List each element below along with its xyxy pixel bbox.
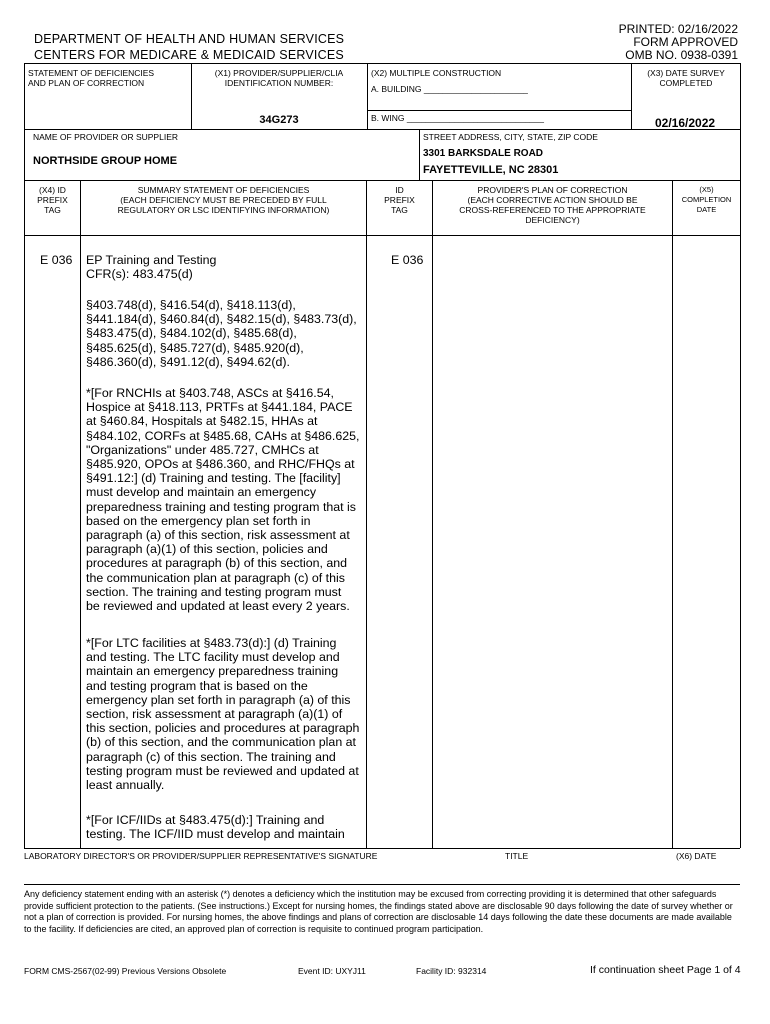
facility-id: Facility ID: 932314 [416,966,487,976]
col-id-header: ID PREFIX TAG [384,185,415,215]
tag-prefix-left: E 036 [40,253,73,267]
paragraph-rnchi: *[For RNCHIs at §403.748, ASCs at §416.54, Hospice at §418.113, PRTFs at §441.184, PACE at §460.84, Hospitals at §482.15, HHAs at §484.102, CORFs at §485.68, CAHs at §486.625, "Organizations" under 485.727, CMHCs at §485.920, OPOs at §486.360, and RHC/FHQs at §491.12:] (d) Training and testing. The [facility] must develop and maintain an emergency preparedness training and testing program that is based on the emergency plan set forth in paragraph (a) of this section, risk assessment at paragraph (a)(1) of this section, policies and procedures at paragraph (b) of this section, and the communication plan at paragraph (c) of this section. The training and testing program must be reviewed and updated at least every 2 years. [86,386,360,614]
form-number: FORM CMS-2567(02-99) Previous Versions Obsolete [24,966,227,976]
paragraph-ltc: *[For LTC facilities at §483.73(d):] (d) Training and testing. The LTC facility must develop and maintain an emergency preparedness training and testing program that is based on the emergency plan set forth in paragraph (a) of this section, risk assessment at paragraph (a)(1) of this section, policies and procedures at paragraph (b) of this section, and the communication plan at paragraph (c) of this section. The training and testing program must be reviewed and updated at least annually. [86,636,360,793]
agency-title: CENTERS FOR MEDICARE & MEDICAID SERVICES [34,48,344,62]
deficiency-disclaimer: Any deficiency statement ending with an asterisk (*) denotes a deficiency which the institution may be excused from correcting providing it is determined that other safeguards provide sufficient protection to the patients. (See instructions.) Except for nursing homes, the findings stated above are disclosable 90 days following the date of survey whether or not a plan of correction is provided. For nursing homes, the above findings and plans of correction are disclosable 14 days following the date these documents are made available to the facility. If deficiencies are cited, an approved plan of correction is requisite to continued program participation. [24,889,733,934]
col-plan-header: PROVIDER'S PLAN OF CORRECTION (EACH CORRECTIVE ACTION SHOULD BE CROSS-REFERENCED TO THE APPROPRIATE DEFICIENCY) [459,185,646,225]
omb-number: OMB NO. 0938-0391 [625,48,738,62]
address-street: 3301 BARKSDALE ROAD [423,148,544,159]
paragraph-icf: *[For ICF/IIDs at §483.475(d):] Training and testing. The ICF/IID must develop and maintain [86,813,345,842]
survey-date: 02/16/2022 [655,116,716,130]
department-title: DEPARTMENT OF HEALTH AND HUMAN SERVICES [34,32,345,46]
form-approved: FORM APPROVED [633,35,738,49]
col-divider-1 [80,180,81,848]
col-x5-header: (X5) COMPLETION DATE [681,185,732,214]
x3-label: (X3) DATE SURVEY COMPLETED [647,68,725,88]
regulation-list: §403.748(d), §416.54(d), §418.113(d), §441.184(d), §460.84(d), §482.15(d), §483.73(d), §483.475(d), §484.102(d), §485.68(d), §485.625(d), §485.727(d), §485.920(d), §486.360(d), §491.12(d), §494.62(d). [86,298,357,369]
col-x4-header: (X4) ID PREFIX TAG [37,185,68,215]
rule-top [24,63,740,64]
col-divider-4 [672,180,673,848]
provider-name: NORTHSIDE GROUP HOME [33,155,178,167]
rule-columns [24,180,740,181]
rule-signature [24,848,740,849]
rule-provider [24,129,740,130]
page-indicator: If continuation sheet Page 1 of 4 [590,964,741,976]
divider-address [419,129,420,180]
rule-body [24,235,740,236]
border-right [740,63,741,848]
address-city: FAYETTEVILLE, NC 28301 [423,164,559,176]
rule-wing [367,110,631,111]
deficiency-title: EP Training and Testing CFR(s): 483.475(d) [86,253,217,282]
statement-label: STATEMENT OF DEFICIENCIES AND PLAN OF CORRECTION [28,68,155,88]
printed-date: PRINTED: 02/16/2022 [618,22,738,36]
tag-prefix-right: E 036 [391,253,424,267]
provider-name-label: NAME OF PROVIDER OR SUPPLIER [33,132,178,142]
provider-id: 34G273 [259,114,299,126]
wing-label: B. WING _____________________________ [371,113,544,123]
title-label: TITLE [505,851,529,861]
event-id: Event ID: UXYJ11 [298,966,366,976]
building-label: A. BUILDING ______________________ [371,84,528,94]
border-left [24,63,25,848]
col-divider-3 [432,180,433,848]
address-label: STREET ADDRESS, CITY, STATE, ZIP CODE [423,132,598,142]
col-summary-header: SUMMARY STATEMENT OF DEFICIENCIES (EACH DEFICIENCY MUST BE PRECEDED BY FULL REGULATORY OR LSC IDENTIFYING INFORMATION) [117,185,330,215]
divider-x3 [631,63,632,129]
signature-label: LABORATORY DIRECTOR'S OR PROVIDER/SUPPLIER REPRESENTATIVE'S SIGNATURE [24,851,378,861]
col-divider-2 [366,180,367,848]
divider-x2 [367,63,368,129]
divider-x1 [191,63,192,129]
rule-footer [24,884,740,885]
x1-label: (X1) PROVIDER/SUPPLIER/CLIA IDENTIFICATION NUMBER: [214,68,344,88]
x6-date-label: (X6) DATE [676,851,717,861]
x2-label: (X2) MULTIPLE CONSTRUCTION [371,68,502,78]
